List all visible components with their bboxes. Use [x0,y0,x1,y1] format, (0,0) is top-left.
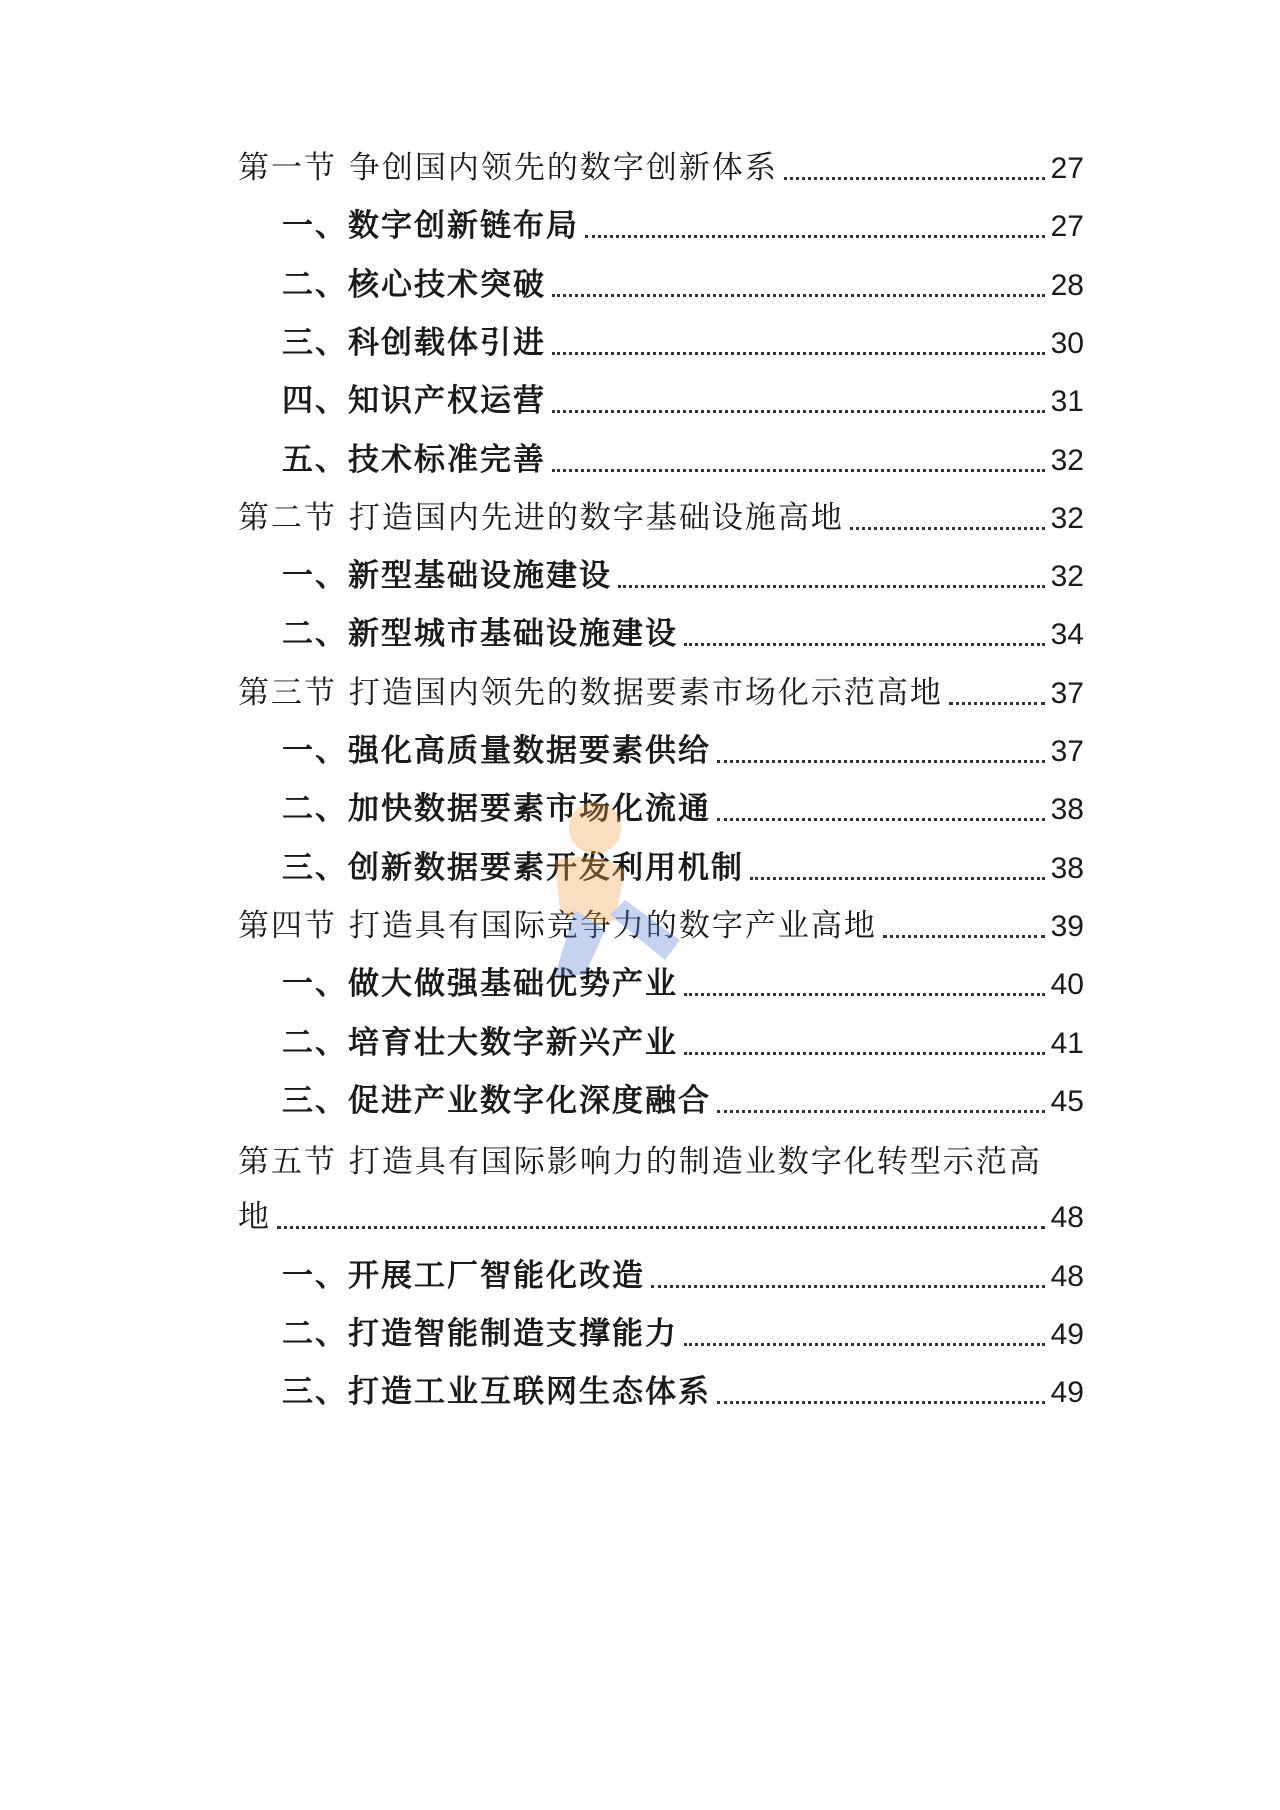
toc-dot-leader [684,1343,1045,1346]
toc-page-number: 39 [1050,909,1084,943]
toc-entry-title: 二、新型城市基础设施建设 [282,616,678,653]
toc-subsection-entry[interactable] [0,777,1280,829]
toc-page-number: 28 [1050,268,1084,302]
toc-page-number: 32 [1050,443,1084,477]
toc-page-number: 49 [1050,1318,1084,1351]
toc-subsection-entry[interactable] [0,253,1280,305]
toc-page-number: 32 [1050,560,1084,594]
toc-page-number: 48 [1050,1201,1084,1235]
toc-subsection-entry[interactable] [0,544,1280,596]
toc-entry-title: 一、做大做强基础优势产业 [282,966,678,1003]
toc-entry-title: 二、加快数据要素市场化流通 [282,791,711,828]
toc-page-number: 31 [1050,385,1084,419]
toc-dot-leader [684,1052,1045,1055]
toc-page-number: 40 [1050,968,1084,1002]
toc-page-number: 27 [1050,210,1084,244]
toc-page-number: 38 [1050,851,1084,885]
toc-dot-leader [552,294,1045,297]
toc-dot-leader [750,877,1045,880]
toc-subsection-entry[interactable] [0,836,1280,888]
toc-entry-title: 二、打造智能制造支撑能力 [282,1316,678,1352]
toc-dot-leader [651,1285,1045,1288]
toc-subsection-entry[interactable] [0,719,1280,771]
toc-subsection-entry[interactable] [0,1069,1280,1121]
toc-page-number: 32 [1050,501,1084,535]
toc-entry-title: 地 [238,1199,271,1236]
toc-entry-title: 五、技术标准完善 [282,441,546,478]
toc-entry-title-line: 第五节 打造具有国际影响力的制造业数字化转型示范高 [238,1144,1042,1181]
toc-dot-leader [883,935,1045,938]
toc-subsection-entry[interactable] [0,1244,1280,1296]
toc-subsection-entry[interactable] [0,952,1280,1004]
toc-section-entry[interactable] [0,486,1280,538]
toc-entry-title: 第三节 打造国内领先的数据要素市场化示范高地 [238,674,943,711]
toc-entry-title: 二、核心技术突破 [282,266,546,303]
toc-section-entry[interactable] [0,661,1280,713]
toc-page-number: 27 [1050,152,1084,185]
toc-dot-leader [717,818,1045,821]
toc-entry-title: 二、培育壮大数字新兴产业 [282,1024,678,1061]
toc-entry-title: 三、科创载体引进 [282,324,546,361]
toc-entry-title: 三、促进产业数字化深度融合 [282,1082,711,1119]
toc-dot-leader [684,993,1045,996]
toc-dot-leader [552,410,1045,413]
toc-entry-title: 一、新型基础设施建设 [282,558,612,595]
toc-entry-title: 一、强化高质量数据要素供给 [282,733,711,769]
toc-dot-leader [949,702,1045,705]
toc-dot-leader [552,469,1045,472]
toc-page-number: 34 [1050,618,1084,652]
toc-subsection-entry[interactable] [0,369,1280,421]
toc-entry-title: 第一节 争创国内领先的数字创新体系 [238,150,778,186]
toc-subsection-entry[interactable] [0,1360,1280,1412]
toc-page-number: 45 [1050,1084,1084,1118]
toc-page-number: 48 [1050,1259,1084,1293]
toc-entry-title: 三、打造工业互联网生态体系 [282,1374,711,1411]
toc-entry-title: 一、开展工厂智能化改造 [282,1257,645,1294]
toc-dot-leader [552,352,1045,355]
toc-dot-leader [684,643,1045,646]
toc-dot-leader [717,760,1045,763]
toc-page-number: 49 [1050,1376,1084,1410]
toc-dot-leader [277,1226,1045,1229]
toc-dot-leader [717,1401,1045,1404]
toc-subsection-entry[interactable] [0,1302,1280,1354]
toc-page-number: 41 [1050,1026,1084,1060]
toc-section-entry[interactable] [0,894,1280,946]
toc-entry-title: 三、创新数据要素开发利用机制 [282,849,744,886]
toc-section-entry[interactable] [0,1185,1280,1237]
toc-page-number: 30 [1050,326,1084,360]
toc-subsection-entry[interactable] [0,428,1280,480]
toc-dot-leader [784,177,1045,180]
toc-page-number: 37 [1050,676,1084,710]
toc-dot-leader [850,527,1045,530]
toc-page-number: 38 [1050,793,1084,827]
toc-subsection-entry[interactable] [0,311,1280,363]
toc-dot-leader [618,585,1045,588]
toc-section-entry[interactable] [0,136,1280,188]
toc-entry-title: 第二节 打造国内先进的数字基础设施高地 [238,499,844,536]
toc-page-number: 37 [1050,735,1084,768]
toc-subsection-entry[interactable] [0,194,1280,246]
toc-subsection-entry[interactable] [0,602,1280,654]
toc-subsection-entry[interactable] [0,1011,1280,1063]
toc-entry-title: 四、知识产权运营 [282,383,546,420]
toc-entry-title: 一、数字创新链布局 [282,208,579,245]
toc-entry-title: 第四节 打造具有国际竞争力的数字产业高地 [238,907,877,944]
toc-dot-leader [717,1110,1045,1113]
toc-dot-leader [585,235,1045,238]
